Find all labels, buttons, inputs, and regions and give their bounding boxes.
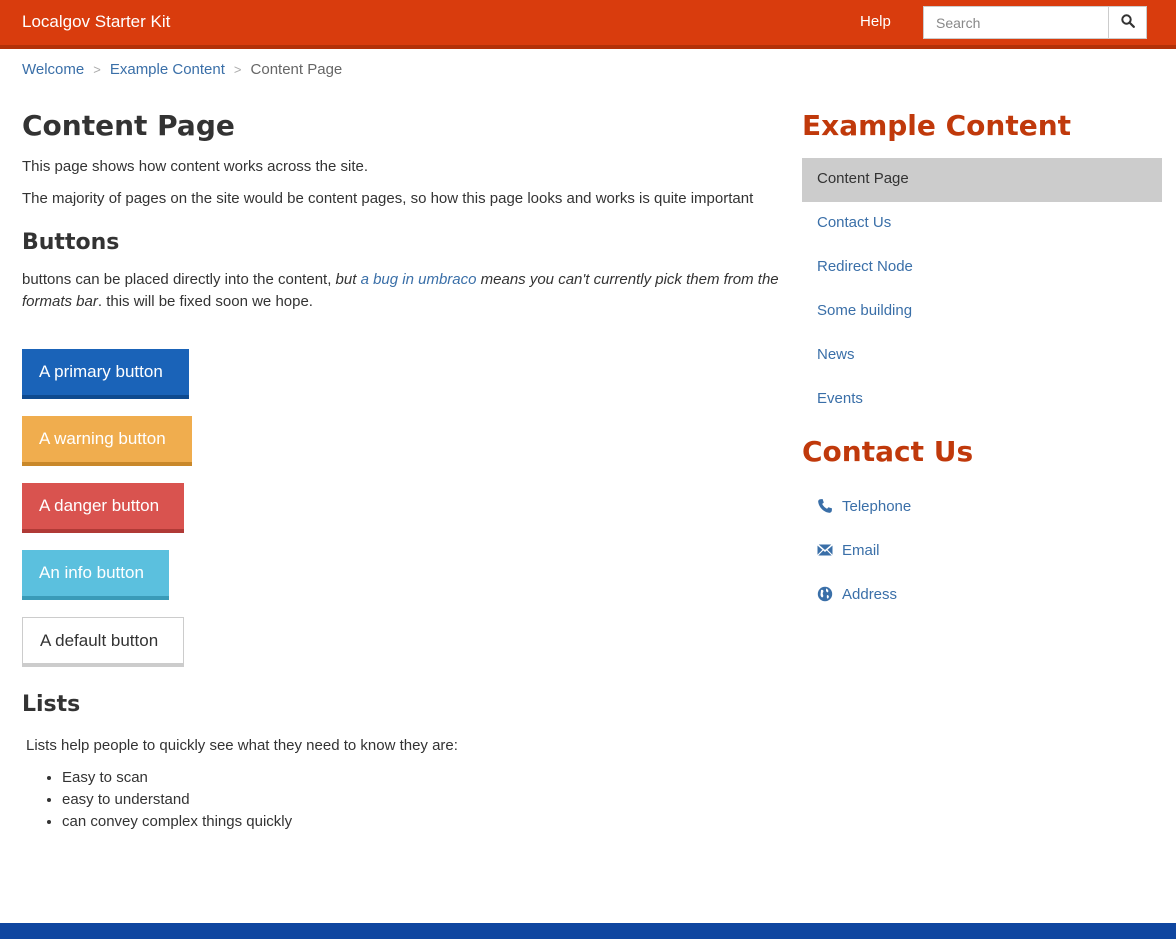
breadcrumb-separator: > bbox=[93, 62, 101, 77]
buttons-text-3: means you can't currently pick them from the formats bar bbox=[22, 271, 779, 310]
site-brand-link[interactable]: Localgov Starter Kit bbox=[22, 12, 171, 31]
contact-telephone[interactable] bbox=[802, 484, 1162, 528]
main-content bbox=[22, 106, 782, 830]
sidebar-item-events[interactable] bbox=[802, 378, 1162, 422]
sidebar-item-some-building[interactable] bbox=[802, 290, 1162, 334]
globe-icon bbox=[817, 586, 833, 602]
buttons-paragraph bbox=[22, 269, 782, 313]
contact-address-link[interactable]: Address bbox=[842, 585, 898, 603]
buttons-heading: Buttons bbox=[22, 230, 120, 255]
bullet-list bbox=[62, 767, 292, 833]
buttons-text-2: but bbox=[335, 271, 361, 288]
primary-button[interactable]: A primary button bbox=[22, 349, 189, 399]
lists-heading: Lists bbox=[22, 692, 81, 717]
contact-address[interactable] bbox=[802, 572, 1162, 616]
sidebar bbox=[802, 106, 1162, 616]
help-link[interactable]: Help bbox=[860, 13, 891, 30]
breadcrumb-separator: > bbox=[233, 62, 242, 77]
default-button[interactable]: A default button bbox=[22, 617, 184, 667]
search-icon bbox=[1121, 14, 1135, 31]
info-button[interactable]: An info button bbox=[22, 550, 169, 600]
search-input[interactable] bbox=[923, 6, 1108, 39]
buttons-text-4: . this will be fixed soon we hope. bbox=[97, 293, 313, 310]
intro-paragraph: This page shows how content works across the site. bbox=[22, 158, 368, 175]
page-title: Content Page bbox=[22, 109, 235, 142]
contact-email-link[interactable]: Email bbox=[842, 541, 880, 559]
breadcrumb-welcome-link[interactable]: Welcome bbox=[22, 61, 85, 78]
sidebar-link-label[interactable]: Events bbox=[817, 390, 863, 407]
sidebar-item-news[interactable] bbox=[802, 334, 1162, 378]
breadcrumb bbox=[22, 61, 342, 78]
sidebar-nav bbox=[802, 158, 1162, 422]
search-button[interactable] bbox=[1108, 6, 1147, 39]
sidebar-item-contact-us[interactable] bbox=[802, 202, 1162, 246]
contact-email[interactable] bbox=[802, 528, 1162, 572]
site-header bbox=[0, 0, 1176, 49]
sidebar-link-label[interactable]: Some building bbox=[817, 302, 913, 319]
list-item: • can convey complex things quickly bbox=[62, 811, 292, 833]
phone-icon bbox=[817, 498, 833, 514]
sidebar-item-content-page[interactable]: Content Page bbox=[802, 158, 1162, 202]
breadcrumb-current: Content Page bbox=[250, 61, 343, 78]
list-item: • Easy to scan bbox=[62, 767, 292, 789]
intro-paragraph-2: The majority of pages on the site would be content pages, so how this page looks and works is quite important bbox=[22, 190, 754, 207]
contact-list bbox=[802, 484, 1162, 616]
sidebar-link-label[interactable]: Contact Us bbox=[817, 214, 892, 231]
warning-button[interactable]: A warning button bbox=[22, 416, 192, 466]
breadcrumb-example-content-link[interactable]: Example Content bbox=[109, 61, 225, 78]
sidebar-item-redirect-node[interactable] bbox=[802, 246, 1162, 290]
sidebar-heading: Example Content bbox=[802, 109, 1072, 142]
envelope-icon bbox=[817, 542, 833, 558]
list-item: • easy to understand bbox=[62, 789, 292, 811]
lists-paragraph: Lists help people to quickly see what they need to know they are: bbox=[26, 737, 458, 754]
search-form bbox=[923, 6, 1147, 39]
danger-button[interactable]: A danger button bbox=[22, 483, 184, 533]
contact-heading: Contact Us bbox=[802, 435, 974, 468]
site-footer bbox=[0, 923, 1176, 939]
sidebar-link-label[interactable]: News bbox=[817, 346, 855, 363]
sidebar-link-label[interactable]: Redirect Node bbox=[817, 258, 913, 275]
contact-telephone-link[interactable]: Telephone bbox=[842, 497, 912, 515]
umbraco-bug-link[interactable]: a bug in umbraco bbox=[360, 271, 477, 288]
buttons-text-1: buttons can be placed directly into the content, bbox=[22, 271, 336, 288]
